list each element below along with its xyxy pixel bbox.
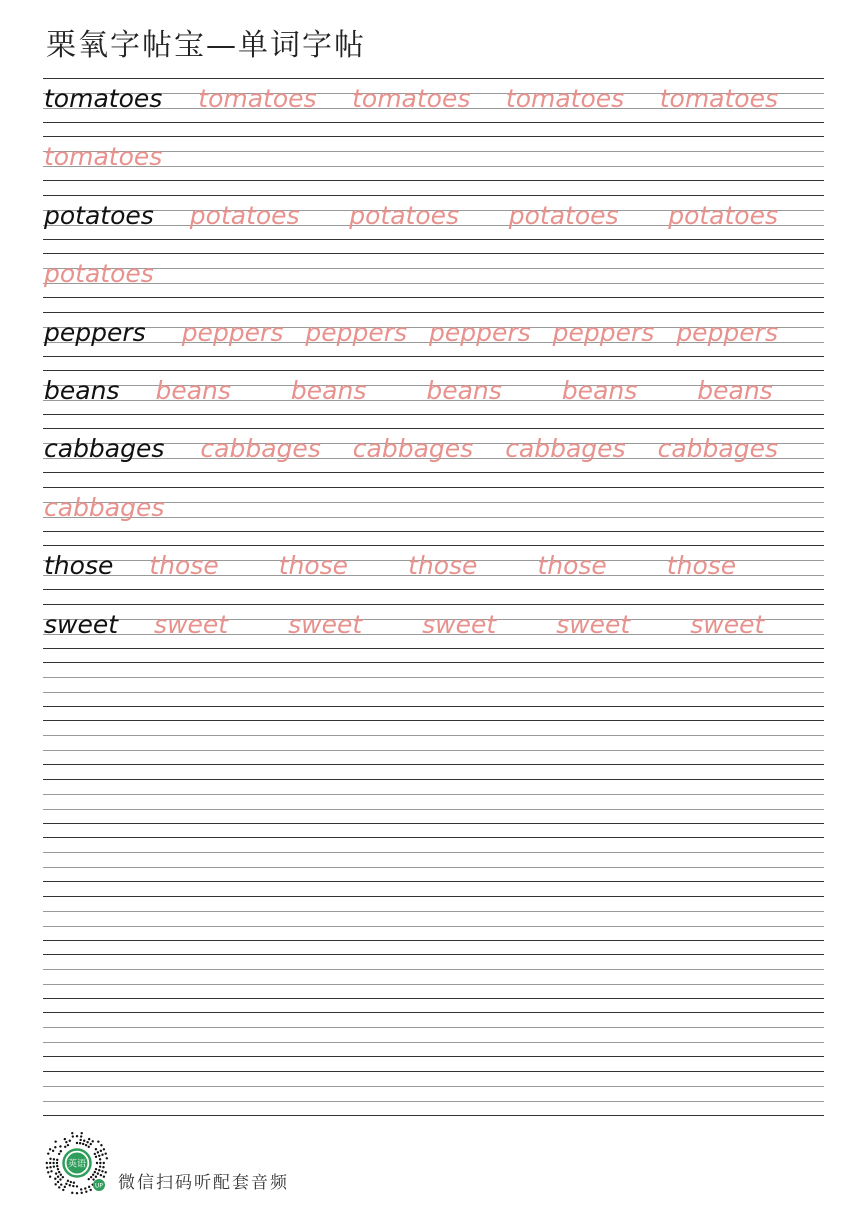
qr-dot: [99, 1165, 101, 1167]
trace-word: those: [666, 551, 737, 581]
qr-dot: [49, 1176, 51, 1178]
trace-word: cabbages: [44, 492, 165, 522]
qr-dot: [100, 1150, 102, 1152]
qr-dot: [103, 1148, 105, 1150]
qr-dot: [81, 1132, 83, 1134]
trace-word: beans: [155, 376, 231, 405]
trace-word: beans: [561, 376, 638, 405]
qr-dot: [56, 1165, 58, 1167]
qr-dot: [81, 1192, 83, 1194]
qr-dot: [100, 1174, 102, 1176]
qr-dot: [50, 1170, 52, 1172]
guide-line: [43, 78, 824, 79]
qr-dot: [54, 1183, 56, 1185]
qr-dot: [79, 1139, 81, 1141]
model-word: beans: [44, 376, 120, 405]
qr-dot: [98, 1155, 100, 1157]
trace-word: potatoes: [668, 200, 778, 230]
footer-caption: 微信扫码听配套音频: [118, 1173, 289, 1193]
guide-line: [43, 1056, 824, 1057]
trace-word: cabbages: [200, 434, 321, 464]
qr-dot: [98, 1169, 100, 1171]
page-title: 栗氧字帖宝—单词字帖: [46, 28, 366, 63]
qr-dot: [101, 1170, 103, 1172]
trace-word: potatoes: [349, 200, 460, 230]
guide-line: [43, 531, 824, 532]
qr-dot: [90, 1176, 92, 1178]
qr-dot: [103, 1176, 105, 1178]
guide-line: [43, 867, 824, 868]
guide-line: [43, 297, 824, 298]
trace-word: those: [149, 551, 219, 581]
qr-dot: [100, 1144, 102, 1146]
writing-row: [43, 604, 824, 649]
qr-dot: [64, 1146, 66, 1148]
writing-row: [43, 136, 824, 181]
writing-row: [43, 195, 824, 240]
qr-dot: [46, 1167, 48, 1169]
qr-dot: [95, 1156, 97, 1158]
guide-line: [43, 969, 824, 970]
qr-dot: [62, 1189, 64, 1191]
qr-dot: [88, 1178, 90, 1180]
qr-dot: [54, 1146, 56, 1148]
qr-dot: [52, 1150, 54, 1152]
qr-dot: [67, 1180, 69, 1182]
qr-dot: [83, 1140, 85, 1142]
trace-word: beans: [290, 376, 367, 405]
qr-dot: [85, 1191, 87, 1193]
trace-word: tomatoes: [198, 84, 317, 113]
guide-line: [43, 414, 824, 415]
guide-line: [43, 370, 824, 371]
qr-dot: [72, 1135, 74, 1137]
qr-dot: [53, 1165, 55, 1167]
trace-word: those: [537, 551, 607, 581]
qr-dot: [105, 1171, 107, 1173]
writing-row: [43, 312, 824, 357]
model-word: those: [44, 551, 114, 581]
qr-dot: [52, 1162, 54, 1164]
trace-word: potatoes: [508, 200, 619, 230]
guide-line: [43, 472, 824, 473]
trace-word: potatoes: [44, 259, 154, 289]
practice-area: [43, 78, 824, 1118]
model-word: tomatoes: [44, 84, 163, 113]
qr-badge-label: 英语: [67, 1159, 87, 1170]
qr-dot: [53, 1158, 55, 1160]
qr-dot: [99, 1158, 101, 1160]
trace-word: sweet: [422, 609, 497, 639]
qr-dot: [90, 1143, 92, 1145]
guide-line: [43, 1012, 824, 1013]
guide-line: [43, 837, 824, 838]
qr-dot: [95, 1176, 97, 1178]
qr-dot: [57, 1168, 59, 1170]
trace-word: sweet: [288, 609, 363, 639]
qr-dot: [92, 1174, 94, 1176]
qr-dot: [70, 1181, 72, 1183]
qr-dot: [55, 1172, 57, 1174]
qr-dot: [58, 1153, 60, 1155]
qr-dot: [57, 1181, 59, 1183]
trace-word: those: [278, 551, 349, 581]
qr-dot: [71, 1192, 73, 1194]
guide-line: [43, 823, 824, 824]
trace-word: cabbages: [657, 434, 778, 464]
qr-dot: [58, 1186, 60, 1188]
guide-line: [43, 1086, 824, 1087]
qr-dot: [80, 1135, 82, 1137]
guide-line: [43, 984, 824, 985]
model-word: potatoes: [44, 200, 154, 230]
trace-word: cabbages: [505, 434, 626, 464]
qr-badge-small-label: UP: [94, 1182, 104, 1190]
trace-word: cabbages: [352, 434, 474, 464]
guide-line: [43, 662, 824, 663]
writing-row: [43, 1012, 824, 1057]
qr-dot: [95, 1148, 97, 1150]
qr-dot: [99, 1162, 101, 1164]
qr-dot: [86, 1141, 88, 1143]
guide-line: [43, 283, 824, 284]
qr-dot: [76, 1192, 78, 1194]
qr-dot: [59, 1145, 61, 1147]
guide-line: [43, 852, 824, 853]
trace-word: peppers: [552, 317, 655, 347]
guide-line: [43, 720, 824, 721]
qr-dot: [60, 1183, 62, 1185]
guide-line: [43, 926, 824, 927]
trace-word: sweet: [690, 609, 765, 639]
qr-dot: [80, 1188, 82, 1190]
writing-row: [43, 253, 824, 298]
qr-dot: [60, 1150, 62, 1152]
qr-dot: [76, 1135, 78, 1137]
qr-dot: [79, 1142, 81, 1144]
qr-dot: [59, 1178, 61, 1180]
qr-dot: [54, 1178, 56, 1180]
qr-dot: [92, 1140, 94, 1142]
qr-dot: [62, 1176, 64, 1178]
qr-dot: [96, 1162, 98, 1164]
guide-line: [43, 779, 824, 780]
qr-dot: [97, 1151, 99, 1153]
guide-line: [43, 794, 824, 795]
qr-dot: [101, 1154, 103, 1156]
guide-line: [43, 487, 824, 488]
qr-dot: [65, 1183, 67, 1185]
qr-dot: [49, 1166, 51, 1168]
guide-line: [43, 1042, 824, 1043]
guide-line: [43, 1115, 824, 1116]
qr-dot: [85, 1144, 87, 1146]
guide-line: [43, 356, 824, 357]
qr-dot: [58, 1171, 60, 1173]
qr-dot: [76, 1185, 78, 1187]
qr-dot: [65, 1141, 67, 1143]
writing-row: [43, 837, 824, 882]
qr-dot: [49, 1158, 51, 1160]
guide-line: [43, 954, 824, 955]
trace-word: those: [408, 551, 478, 581]
guide-line: [43, 940, 824, 941]
qr-dot: [94, 1171, 96, 1173]
guide-line: [43, 428, 824, 429]
guide-line: [43, 604, 824, 605]
writing-row: [43, 487, 824, 532]
trace-word: potatoes: [189, 200, 300, 230]
guide-line: [43, 998, 824, 999]
trace-word: peppers: [429, 317, 531, 347]
guide-line: [43, 881, 824, 882]
guide-line: [43, 312, 824, 313]
trace-word: sweet: [556, 609, 631, 639]
qr-dot: [67, 1144, 69, 1146]
qr-dot: [57, 1176, 59, 1178]
qr-dot: [84, 1187, 86, 1189]
qr-dot: [64, 1186, 66, 1188]
guide-line: [43, 136, 824, 137]
guide-line: [43, 706, 824, 707]
guide-line: [43, 911, 824, 912]
guide-line: [43, 764, 824, 765]
model-word: cabbages: [44, 434, 165, 464]
writing-row: [43, 662, 824, 707]
guide-line: [43, 1071, 824, 1072]
qr-dot: [94, 1153, 96, 1155]
guide-line: [43, 180, 824, 181]
writing-row: [43, 428, 824, 473]
guide-line: [43, 1101, 824, 1102]
qr-dot: [49, 1148, 51, 1150]
guide-line: [43, 896, 824, 897]
qr-dot: [106, 1157, 108, 1159]
trace-word: sweet: [154, 609, 229, 639]
qr-dot: [60, 1174, 62, 1176]
qr-code-icon[interactable]: [42, 1128, 112, 1198]
writing-row: [43, 896, 824, 941]
guide-line: [43, 1027, 824, 1028]
writing-row: [43, 78, 824, 123]
guide-line: [43, 692, 824, 693]
qr-dot: [73, 1182, 75, 1184]
guide-line: [43, 239, 824, 240]
guide-line: [43, 750, 824, 751]
qr-dot: [88, 1146, 90, 1148]
qr-dot: [95, 1168, 97, 1170]
writing-row: [43, 720, 824, 765]
qr-dot: [102, 1166, 104, 1168]
writing-row: [43, 779, 824, 824]
guide-line: [43, 677, 824, 678]
trace-word: beans: [426, 376, 502, 405]
writing-row: [43, 954, 824, 999]
footer: [42, 1128, 442, 1198]
guide-line: [43, 253, 824, 254]
qr-dot: [69, 1184, 71, 1186]
qr-dot: [82, 1143, 84, 1145]
model-word: sweet: [44, 609, 119, 639]
qr-dot: [64, 1138, 66, 1140]
qr-dot: [97, 1172, 99, 1174]
qr-dot: [90, 1189, 92, 1191]
guide-line: [43, 195, 824, 196]
qr-dot: [54, 1140, 56, 1142]
guide-line: [43, 268, 824, 269]
trace-word: tomatoes: [352, 84, 471, 113]
qr-dot: [103, 1162, 105, 1164]
qr-dot: [71, 1132, 73, 1134]
qr-dot: [92, 1178, 94, 1180]
trace-word: tomatoes: [659, 84, 778, 113]
trace-word: tomatoes: [44, 142, 163, 172]
qr-dot: [56, 1159, 58, 1161]
qr-dot: [47, 1152, 49, 1154]
guide-line: [43, 735, 824, 736]
qr-dot: [88, 1186, 90, 1188]
model-word: peppers: [44, 317, 146, 347]
trace-word: tomatoes: [505, 84, 625, 113]
qr-dot: [46, 1162, 48, 1164]
trace-word: beans: [697, 376, 773, 405]
qr-dot: [97, 1140, 99, 1142]
trace-word: peppers: [676, 317, 778, 347]
qr-dot: [49, 1162, 51, 1164]
guide-line: [43, 122, 824, 123]
qr-dot: [72, 1185, 74, 1187]
writing-row: [43, 1071, 824, 1116]
guide-line: [43, 809, 824, 810]
qr-dot: [105, 1152, 107, 1154]
writing-row: [43, 370, 824, 415]
qr-dot: [69, 1140, 71, 1142]
qr-dot: [88, 1138, 90, 1140]
guide-line: [43, 648, 824, 649]
qr-dot: [56, 1162, 58, 1164]
writing-row: [43, 545, 824, 590]
trace-word: peppers: [181, 317, 284, 347]
qr-dot: [47, 1171, 49, 1173]
qr-dot: [76, 1142, 78, 1144]
trace-word: peppers: [305, 317, 408, 347]
guide-line: [43, 545, 824, 546]
guide-line: [43, 589, 824, 590]
